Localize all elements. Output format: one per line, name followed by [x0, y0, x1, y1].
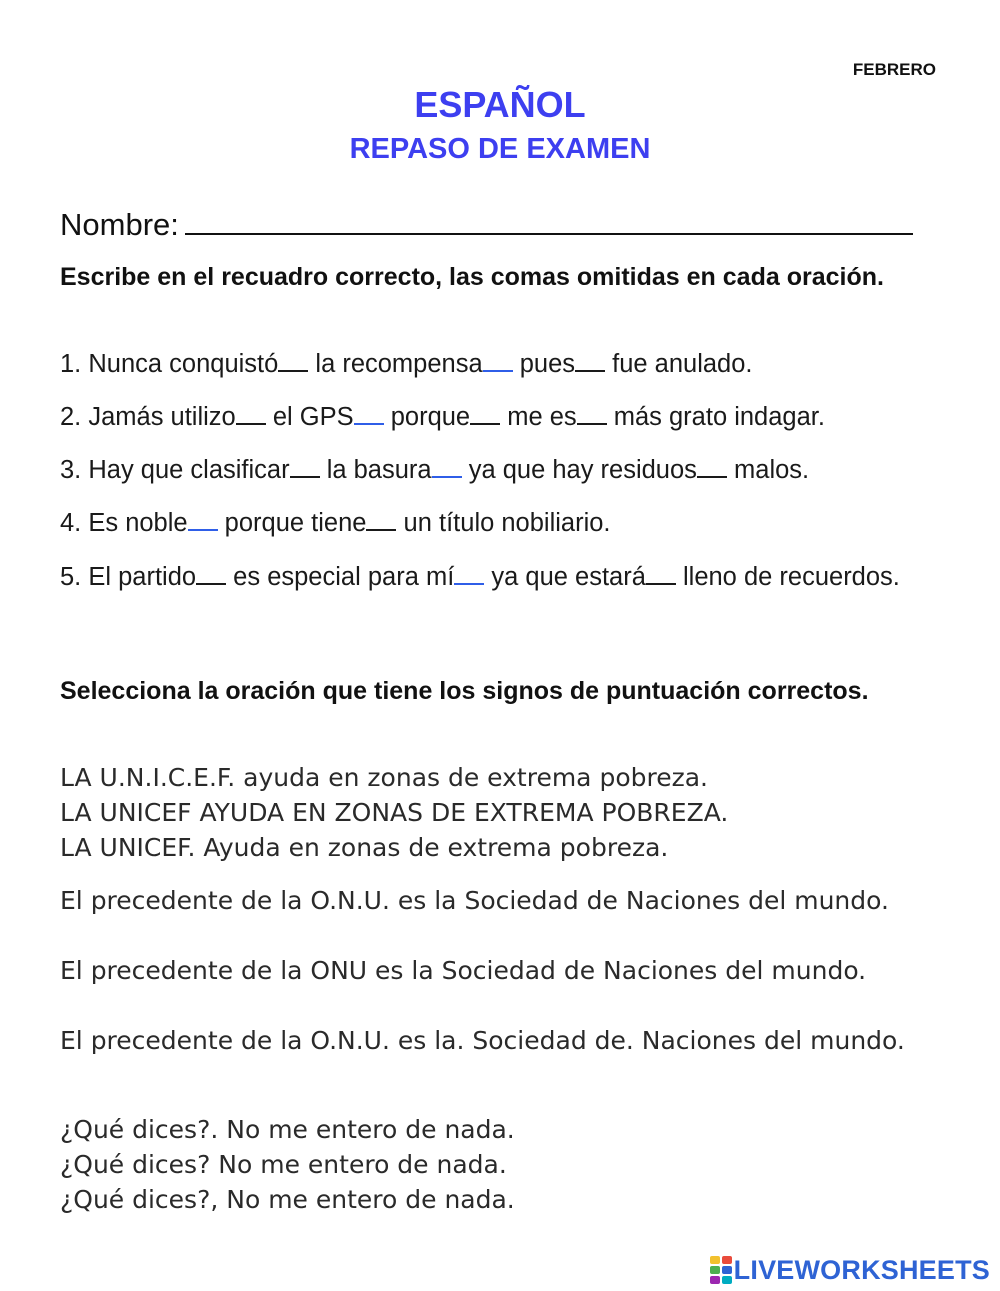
comma-blank[interactable] [196, 563, 226, 585]
sentence-part: es especial para mí [226, 563, 455, 591]
option-dices-3[interactable]: ¿Qué dices?, No me entero de nada. [60, 1185, 515, 1214]
comma-blank[interactable] [697, 456, 727, 478]
section2-instruction: Selecciona la oración que tiene los signos de puntuación correctos. [60, 677, 869, 705]
option-unicef-3[interactable]: LA UNICEF. Ayuda en zonas de extrema pobreza. [60, 833, 669, 862]
option-onu-3[interactable]: El precedente de la O.N.U. es la. Sociedad de. Naciones del mundo. [60, 1026, 905, 1055]
comma-blank[interactable] [575, 350, 605, 372]
sentence-2 [60, 399, 960, 435]
name-row [60, 203, 913, 243]
sentence-5 [60, 559, 900, 595]
comma-blank[interactable] [483, 350, 513, 372]
logo-text: LIVEWORKSHEETS [733, 1254, 990, 1285]
sentence-part: un título nobiliario. [396, 509, 611, 537]
page-title: ESPAÑOL [414, 84, 586, 125]
name-input[interactable] [185, 203, 913, 235]
sentence-part: 2. Jamás utilizo [60, 403, 236, 431]
sentence-part: 3. Hay que clasificar [60, 456, 290, 484]
sentence-part: porque tiene [217, 509, 367, 537]
sentence-part: 5. El partido [60, 563, 197, 591]
sentence-part: pues [512, 350, 576, 378]
name-label: Nombre: [60, 207, 179, 242]
comma-blank[interactable] [290, 456, 320, 478]
comma-blank[interactable] [278, 350, 308, 372]
sentence-1 [60, 346, 960, 382]
sentence-part: ya que hay residuos [461, 456, 697, 484]
section1-instruction: Escribe en el recuadro correcto, las comas omitidas en cada oración. [60, 263, 884, 291]
month-label: FEBRERO [852, 60, 936, 79]
comma-blank[interactable] [366, 509, 396, 531]
option-onu-1[interactable]: El precedente de la O.N.U. es la Sociedad de Naciones del mundo. [60, 886, 889, 915]
liveworksheets-logo [710, 1252, 990, 1288]
comma-blank[interactable] [470, 403, 500, 425]
comma-blank[interactable] [236, 403, 266, 425]
page-subtitle: REPASO DE EXAMEN [349, 133, 651, 165]
sentence-part: ya que estará [484, 563, 646, 591]
comma-blank[interactable] [432, 456, 462, 478]
sentence-3 [60, 452, 960, 488]
sentence-part: 4. Es noble [60, 509, 188, 537]
comma-blank[interactable] [577, 403, 607, 425]
sentence-part: la basura [319, 456, 432, 484]
sentence-part: la recompensa [308, 350, 483, 378]
sentence-part: más grato indagar. [606, 403, 825, 431]
option-dices-1[interactable]: ¿Qué dices?. No me entero de nada. [60, 1115, 515, 1144]
option-dices-2[interactable]: ¿Qué dices? No me entero de nada. [60, 1150, 507, 1179]
comma-blank[interactable] [646, 563, 676, 585]
logo-blocks-icon [710, 1256, 732, 1284]
option-unicef-1[interactable]: LA U.N.I.C.E.F. ayuda en zonas de extrema pobreza. [60, 763, 708, 792]
sentence-part: porque [383, 403, 471, 431]
option-unicef-2[interactable]: LA UNICEF AYUDA EN ZONAS DE EXTREMA POBREZA. [60, 798, 729, 827]
option-onu-2[interactable]: El precedente de la ONU es la Sociedad de Naciones del mundo. [60, 956, 867, 985]
sentence-part: fue anulado. [605, 350, 753, 378]
sentence-part: lleno de recuerdos. [675, 563, 900, 591]
sentence-part: 1. Nunca conquistó [60, 350, 279, 378]
sentence-part: el GPS [265, 403, 354, 431]
comma-blank[interactable] [454, 563, 484, 585]
sentence-part: malos. [726, 456, 810, 484]
comma-blank[interactable] [188, 509, 218, 531]
comma-blank[interactable] [354, 403, 384, 425]
sentence-part: me es [500, 403, 577, 431]
sentence-4 [60, 505, 960, 541]
